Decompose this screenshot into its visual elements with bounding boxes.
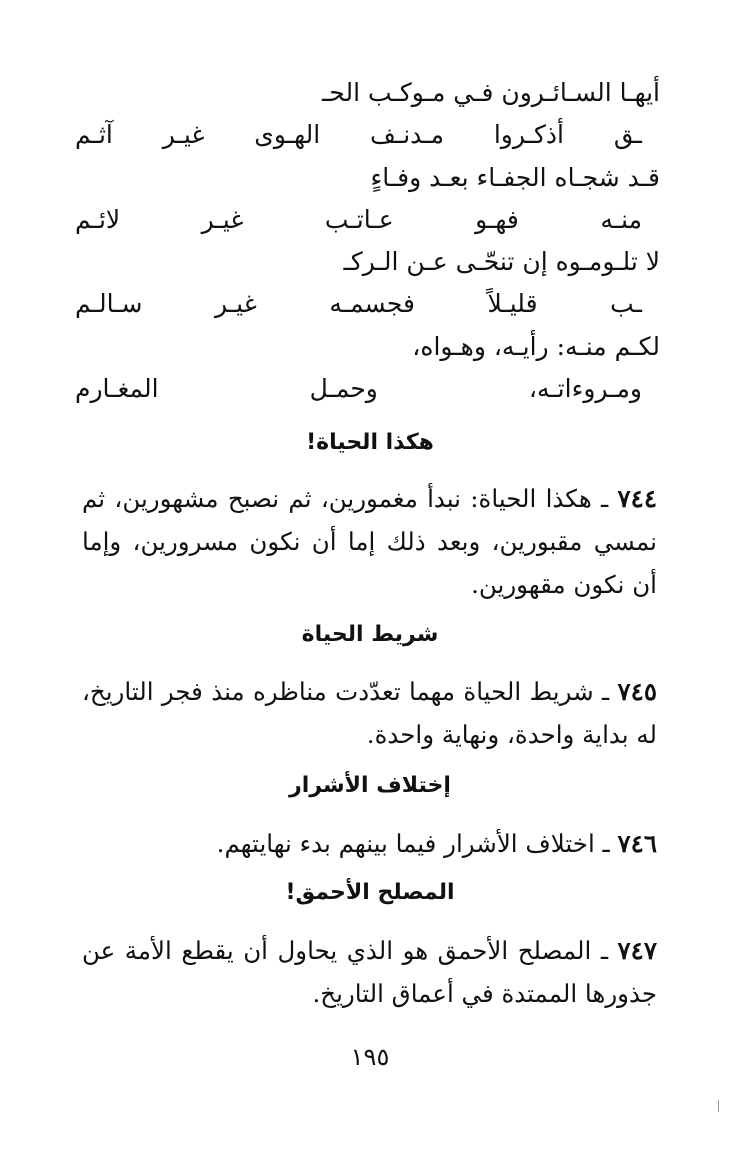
section-heading: المصلح الأحمق! — [285, 880, 455, 905]
entry-745 — [82, 670, 657, 756]
poem-line: لكـم منـه: رأيـه، وهـواه، — [412, 331, 660, 361]
margin-mark — [718, 1100, 719, 1112]
section-heading: شريط الحياة — [301, 622, 439, 647]
entry-text: ـ شريط الحياة مهما تعدّدت مناظره منذ فجر التاريخ، له بداية واحدة، ونهاية واحدة. — [82, 677, 657, 749]
poem-line: لا تلـومـوه إن تنحّـى عـن الـركـ — [343, 247, 660, 277]
entry-number: ٧٤٧ — [617, 936, 657, 965]
poem-line: قـد شجـاه الجفـاء بعـد وفـاءٍ — [370, 162, 660, 192]
entry-number: ٧٤٤ — [617, 484, 657, 513]
poem-line: أيهـا السـائـرون فـي مـوكـب الحـ — [321, 78, 660, 107]
poem-line: منـه فهـو عـاتـب غيـر لائـم — [75, 204, 642, 234]
section-heading: إختلاف الأشرار — [289, 773, 451, 798]
section-heading: هكذا الحياة! — [306, 430, 434, 455]
entry-number: ٧٤٦ — [617, 829, 657, 858]
entry-text: ـ المصلح الأحمق هو الذي يحاول أن يقطع الأمة عن جذورها الممتدة في أعماق التاريخ. — [82, 936, 657, 1008]
poem-line: ومـروءاتـه، وحمـل المغـارم — [75, 374, 642, 404]
poem-line: ـق أذكـروا مـدنـف الهـوى غيـر آثـم — [75, 120, 642, 150]
poem — [75, 72, 660, 410]
entry-number: ٧٤٥ — [617, 677, 657, 706]
entry-746 — [82, 822, 657, 865]
poem-line: ـب قليـلاً فجسمـه غيـر سـالـم — [75, 289, 642, 319]
entry-747 — [82, 929, 657, 1015]
entry-text: ـ اختلاف الأشرار فيما بينهم بدء نهايتهم. — [216, 829, 618, 858]
page-number: ١٩٥ — [350, 1043, 390, 1071]
entry-text: ـ هكذا الحياة: نبدأ مغمورين، ثم نصبح مشهورين، ثم نمسي مقبورين، وبعد ذلك إما أن نكون مسرورين، وإما أن نكون مقهورين. — [82, 484, 657, 599]
entry-744 — [82, 477, 657, 606]
